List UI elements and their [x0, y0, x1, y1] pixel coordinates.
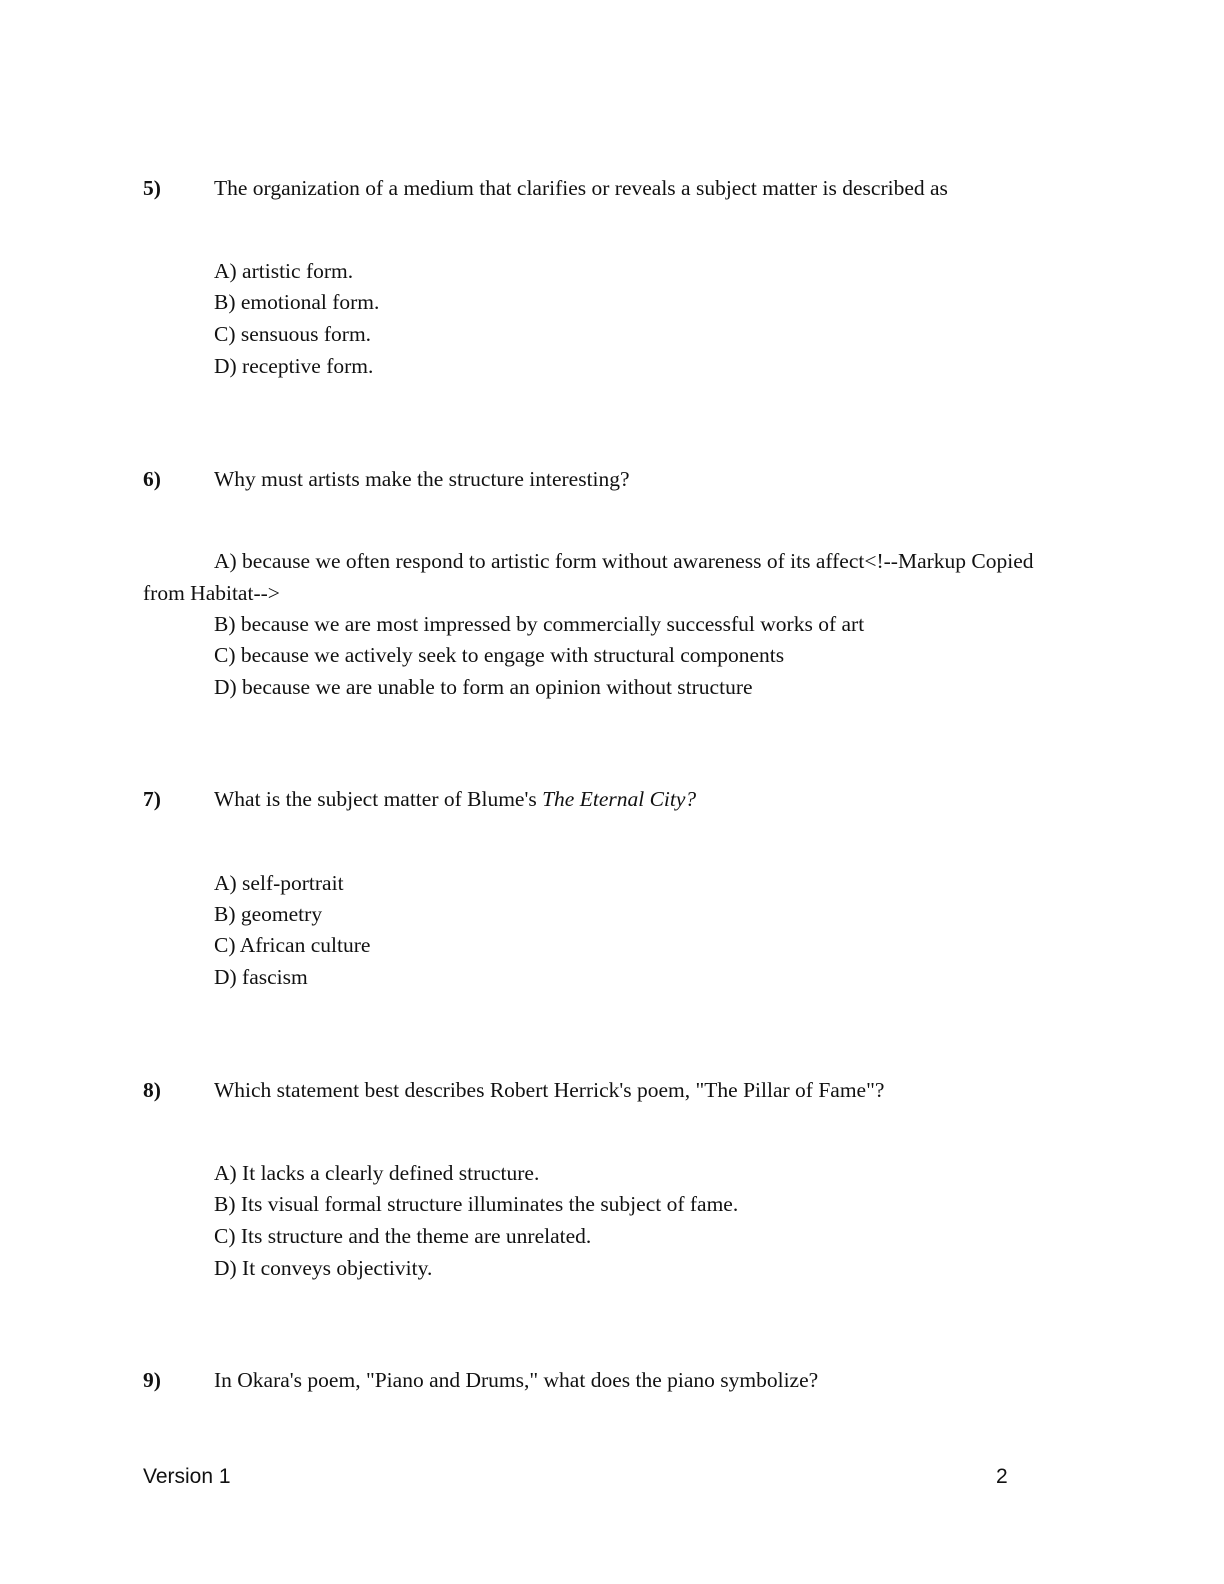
question-text: In Okara's poem, "Piano and Drums," what does the piano symbolize? [214, 1368, 819, 1392]
question-number: 5) [143, 176, 161, 200]
option-c: C) sensuous form. [214, 322, 372, 346]
option-b: B) because we are most impressed by commercially successful works of art [214, 612, 865, 636]
option-c: C) Its structure and the theme are unrelated. [214, 1224, 592, 1248]
option-a: A) because we often respond to artistic form without awareness of its affect<!--Markup Copied from Habitat--> [143, 549, 1034, 605]
option-a: A) artistic form. [214, 259, 354, 283]
question-number: 8) [143, 1078, 161, 1102]
option-d: D) receptive form. [214, 354, 374, 378]
version-label: Version 1 [143, 1465, 231, 1488]
question-text [214, 787, 696, 812]
option-c: C) because we actively seek to engage with structural components [214, 643, 785, 667]
question-text: Why must artists make the structure interesting? [214, 467, 630, 491]
question-text: Which statement best describes Robert Herrick's poem, "The Pillar of Fame"? [214, 1078, 885, 1102]
option-b: B) emotional form. [214, 290, 380, 314]
question-number: 7) [143, 787, 161, 811]
page-number: 2 [996, 1465, 1008, 1488]
option-b: B) geometry [214, 902, 323, 926]
option-b: B) Its visual formal structure illuminates the subject of fame. [214, 1192, 739, 1216]
question-number: 9) [143, 1368, 161, 1392]
option-d: D) fascism [214, 965, 308, 989]
option-c: C) African culture [214, 933, 371, 957]
option-d: D) because we are unable to form an opinion without structure [214, 675, 753, 699]
option-a: A) self-portrait [214, 871, 344, 895]
question-text: The organization of a medium that clarifies or reveals a subject matter is described as [214, 176, 948, 200]
option-a: A) It lacks a clearly defined structure. [214, 1161, 540, 1185]
artwork-title: The Eternal City? [542, 787, 697, 811]
question-number: 6) [143, 467, 161, 491]
option-d: D) It conveys objectivity. [214, 1256, 433, 1280]
question-text-plain: What is the subject matter of Blume's [214, 787, 543, 811]
